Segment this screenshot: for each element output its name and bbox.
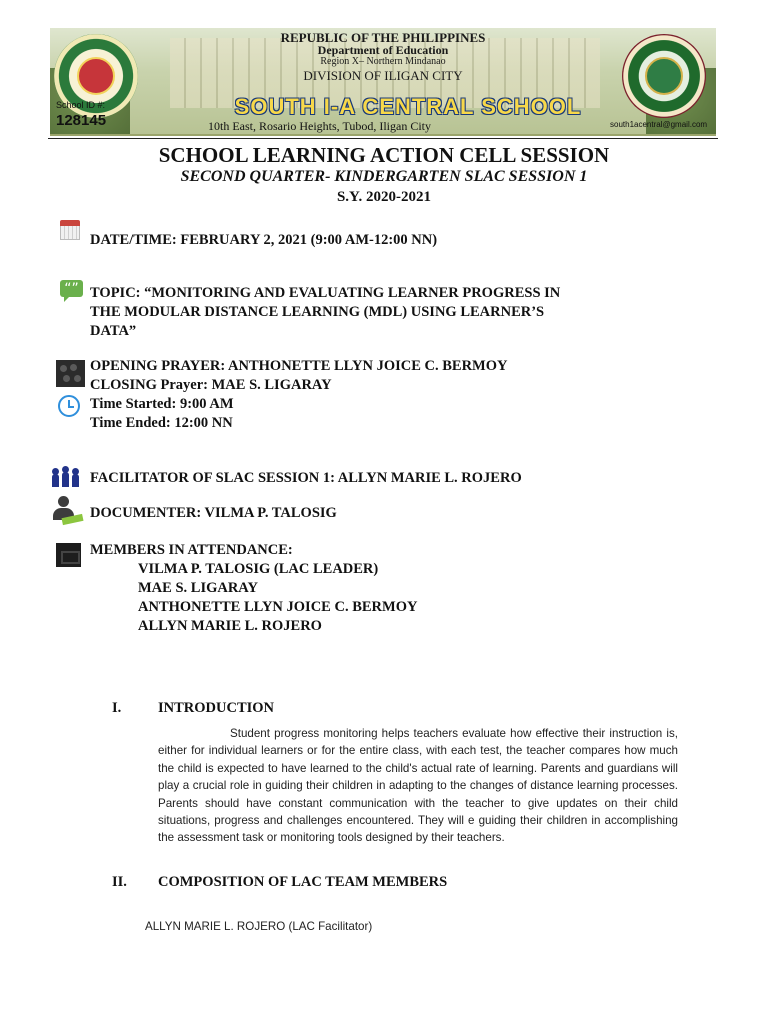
member-item: ANTHONETTE LLYN JOICE C. BERMOY bbox=[138, 599, 418, 615]
header-republic: REPUBLIC OF THE PHILIPPINES bbox=[280, 30, 486, 45]
team-member-facilitator: ALLYN MARIE L. ROJERO (LAC Facilitator) bbox=[145, 920, 373, 933]
school-header-banner bbox=[50, 28, 716, 136]
members-heading: MEMBERS IN ATTENDANCE: bbox=[90, 542, 293, 558]
introduction-text: Student progress monitoring helps teachers evaluate how effective their instruction is, either for individual learners or for the entire class, with each test, the teacher compares how much the child is expected to have learned to the child's actual rate of learning. Parents and guardians will play a crucial role in guiding their children in adapting to the changes of distance learning processes. Parents should have constant communication with the teacher to give updates on their child situations, progress and challenges encountered. They will e guiding their children in accomplishing the assessment task or monitoring tools designed by their teachers. bbox=[158, 727, 678, 845]
topic-line-2: THE MODULAR DISTANCE LEARNING (MDL) USING LEARNER’S bbox=[90, 304, 545, 320]
introduction-paragraph bbox=[158, 725, 678, 847]
calendar-icon bbox=[60, 220, 80, 240]
topic-line-3: DATA” bbox=[90, 323, 137, 339]
school-id-label: School ID #: bbox=[56, 100, 106, 110]
header-region: Region X– Northern Mindanao bbox=[320, 56, 446, 67]
facilitator: FACILITATOR OF SLAC SESSION 1: ALLYN MARIE L. ROJERO bbox=[90, 470, 522, 486]
time-ended: Time Ended: 12:00 NN bbox=[90, 415, 233, 431]
documenter-icon bbox=[50, 496, 83, 526]
section-number: II. bbox=[112, 874, 127, 890]
group-icon bbox=[50, 467, 82, 487]
time-started: Time Started: 9:00 AM bbox=[90, 396, 234, 412]
opening-prayer: OPENING PRAYER: ANTHONETTE LLYN JOICE C. BERMOY bbox=[90, 358, 508, 374]
document-subtitle: SECOND QUARTER- KINDERGARTEN SLAC SESSION 1 bbox=[180, 168, 588, 185]
school-id-number: 128145 bbox=[56, 112, 107, 129]
school-id-block bbox=[56, 100, 106, 129]
members-icon bbox=[56, 543, 81, 567]
topic-line-1: TOPIC: “MONITORING AND EVALUATING LEARNER PROGRESS IN bbox=[90, 285, 561, 301]
speech-bubble-icon: “” bbox=[60, 280, 83, 297]
closing-prayer: CLOSING Prayer: MAE S. LIGARAY bbox=[90, 377, 332, 393]
people-icon bbox=[56, 360, 85, 387]
section-title: COMPOSITION OF LAC TEAM MEMBERS bbox=[158, 874, 448, 890]
member-item: ALLYN MARIE L. ROJERO bbox=[138, 618, 322, 634]
member-item: MAE S. LIGARAY bbox=[138, 580, 258, 596]
school-address: 10th East, Rosario Heights, Tubod, Iligan City bbox=[208, 119, 432, 133]
school-name: SOUTH I-A CENTRAL SCHOOL bbox=[234, 94, 582, 119]
header-division: DIVISION OF ILIGAN CITY bbox=[303, 68, 463, 83]
header-divider bbox=[48, 138, 718, 139]
documenter: DOCUMENTER: VILMA P. TALOSIG bbox=[90, 505, 337, 521]
clock-icon bbox=[58, 395, 80, 417]
header-department: Department of Education bbox=[317, 43, 449, 57]
date-time: DATE/TIME: FEBRUARY 2, 2021 (9:00 AM-12:00 NN) bbox=[90, 232, 438, 248]
section-title: INTRODUCTION bbox=[158, 700, 275, 716]
member-item: VILMA P. TALOSIG (LAC LEADER) bbox=[138, 561, 379, 577]
section-number: I. bbox=[112, 700, 122, 716]
school-email: south1acentral@gmail.com bbox=[610, 120, 708, 129]
document-title: SCHOOL LEARNING ACTION CELL SESSION bbox=[158, 143, 610, 167]
school-year: S.Y. 2020-2021 bbox=[336, 189, 432, 205]
